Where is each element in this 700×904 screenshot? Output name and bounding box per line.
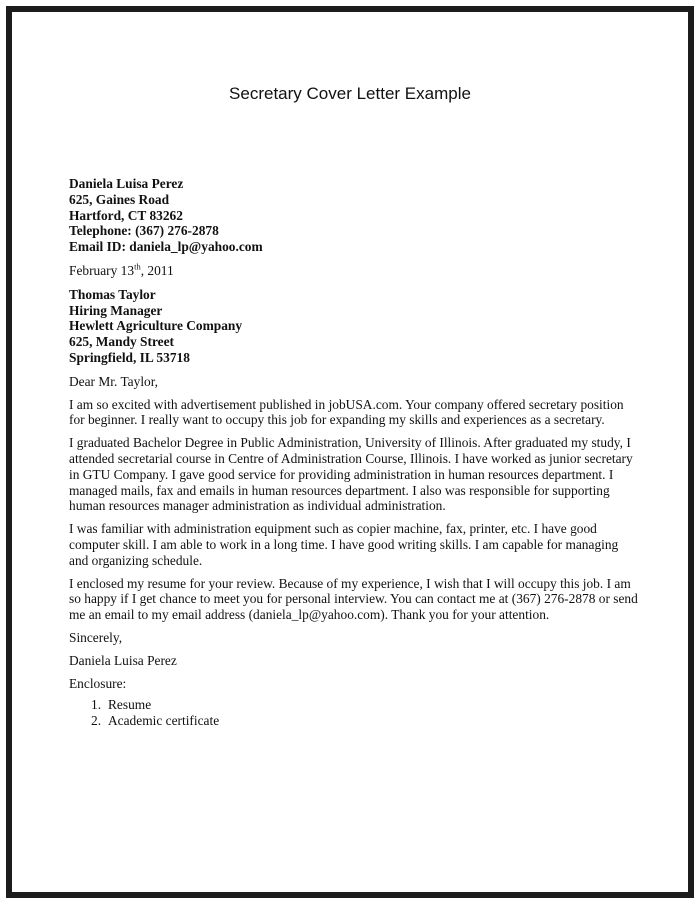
recipient-name: Thomas Taylor <box>69 286 156 302</box>
letter-date <box>69 263 639 279</box>
list-item <box>91 697 639 713</box>
recipient-title: Hiring Manager <box>69 302 163 318</box>
list-item-number: 2. <box>91 713 102 729</box>
recipient-address <box>69 287 639 366</box>
salutation: Dear Mr. Taylor, <box>69 373 159 389</box>
sender-address <box>69 176 639 255</box>
sender-telephone: Telephone: (367) 276-2878 <box>69 223 219 239</box>
enclosure-list <box>69 697 639 729</box>
recipient-street: 625, Mandy Street <box>69 334 175 350</box>
letter-body <box>69 176 639 729</box>
document-title: Secretary Cover Letter Example <box>229 84 471 103</box>
recipient-company: Hewlett Agriculture Company <box>69 318 243 334</box>
recipient-city: Springfield, IL 53718 <box>69 349 190 365</box>
date-year: , 2011 <box>140 262 174 278</box>
body-paragraph-1: I am so excited with advertisement published in jobUSA.com. Your company offered secretary position for beginner. I really want to occupy this job for expanding my skills and experiences as a secretary. <box>69 396 624 428</box>
body-paragraph-4: I enclosed my resume for your review. Because of my experience, I wish that I will occupy this job. I am so happy if I get chance to meet you for personal interview. You can contact me at (367) 276-2878 or send me an email to my email address (daniela_lp@yahoo.com). Thank you for your attention. <box>69 575 638 623</box>
enclosure-label: Enclosure: <box>69 675 127 691</box>
sender-name: Daniela Luisa Perez <box>69 176 184 191</box>
body-paragraph-3: I was familiar with administration equipment such as copier machine, fax, printer, etc. I have good computer skill. I am able to work in a long time. I have good writing skills. I am capable for managing and organizing schedule. <box>69 521 619 568</box>
signature-name: Daniela Luisa Perez <box>69 652 177 668</box>
list-item-label: Academic certificate <box>108 713 220 729</box>
sender-email: Email ID: daniela_lp@yahoo.com <box>69 239 263 255</box>
sender-city: Hartford, CT 83262 <box>69 207 183 223</box>
date-suffix: th <box>134 261 141 272</box>
closing: Sincerely, <box>69 629 123 645</box>
sender-street: 625, Gaines Road <box>69 191 170 207</box>
date-prefix: February 13 <box>69 262 135 278</box>
list-item-number: 1. <box>91 697 102 713</box>
list-item-label: Resume <box>108 697 152 713</box>
body-paragraph-2: I graduated Bachelor Degree in Public Administration, University of Illinois. After graduated my study, I attended secretarial course in Centre of Administration Course, Illinois. I have worked as junior secretary in GTU Company. I gave good service for providing administration in human resources department. I managed mails, fax and emails in human resources department. I also was responsible for supporting human resources manager administration as individual administration. <box>69 435 633 514</box>
list-item <box>91 713 639 729</box>
